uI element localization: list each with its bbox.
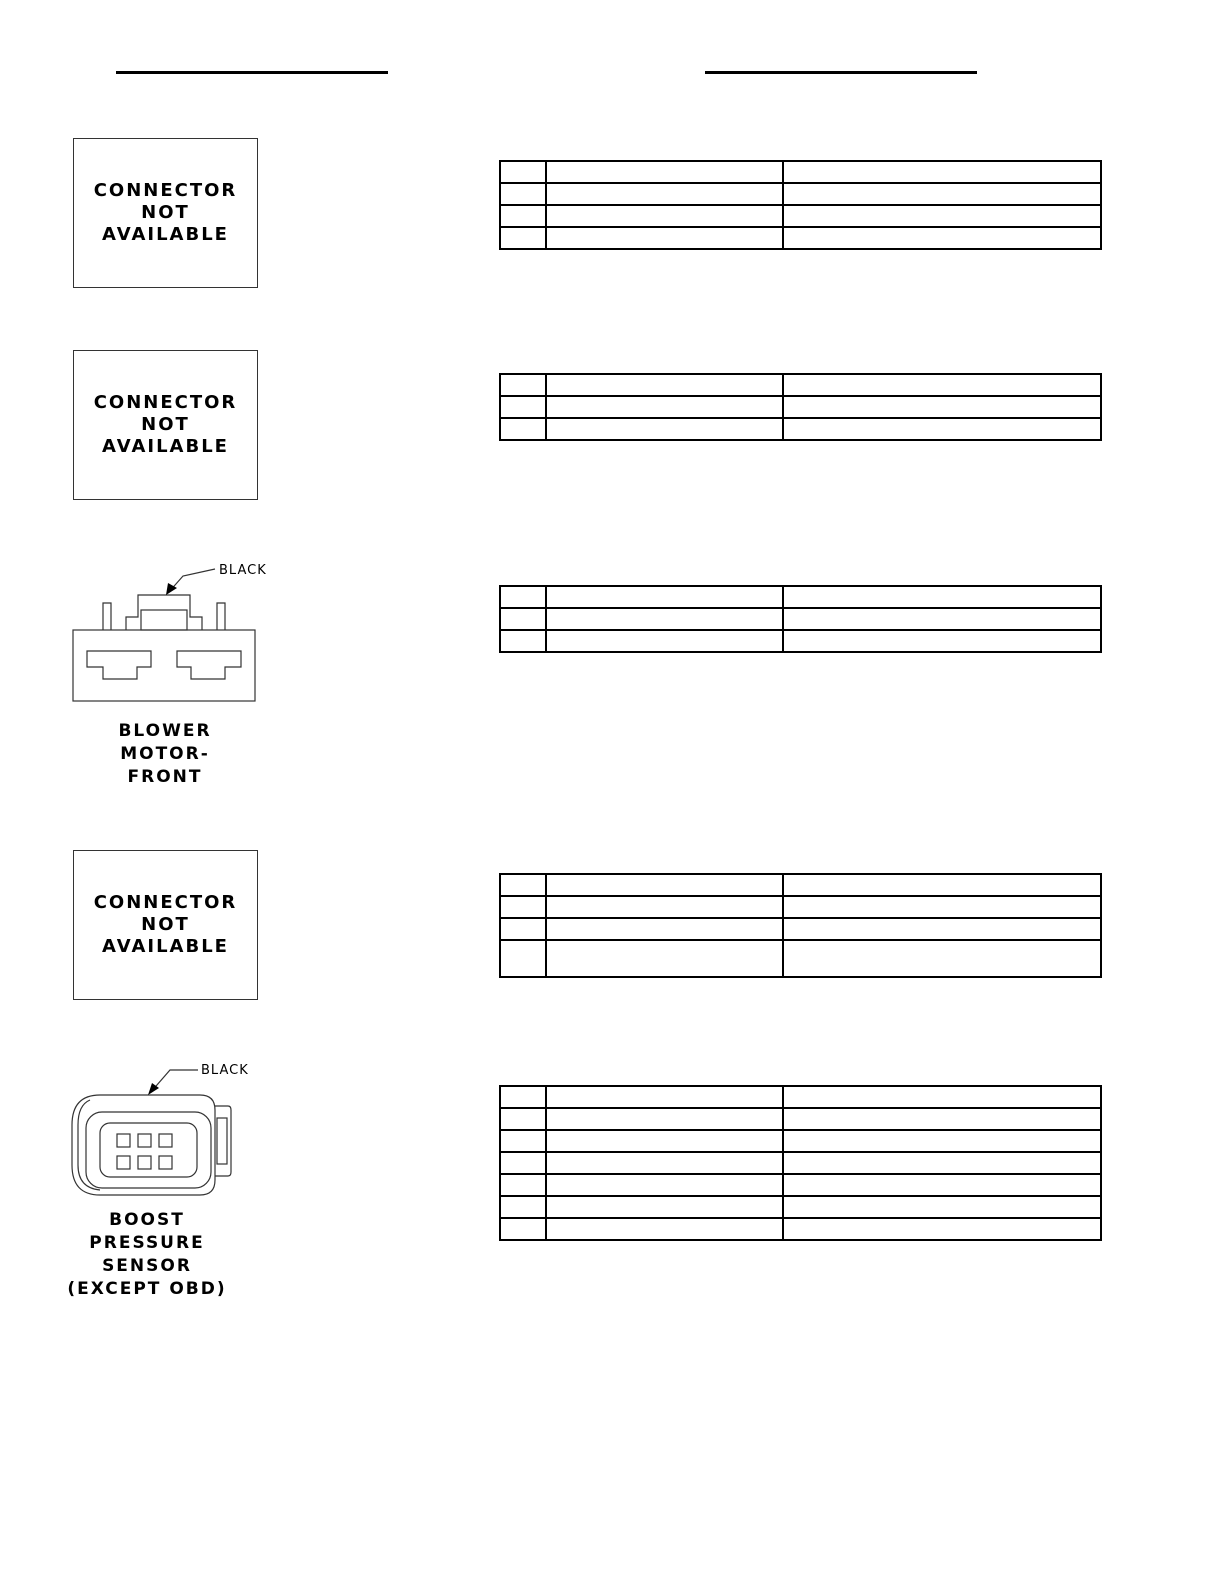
caption-line: BLOWER xyxy=(118,721,212,741)
na-line-1: CONNECTOR xyxy=(93,180,238,201)
pinout-table xyxy=(499,585,1102,653)
connector-not-available-box xyxy=(73,350,258,500)
table-row xyxy=(500,205,1101,227)
connector-not-available-box xyxy=(73,850,258,1000)
caption-line: (EXCEPT OBD) xyxy=(67,1279,227,1299)
caption-line: FRONT xyxy=(127,767,203,787)
table-row xyxy=(500,396,1101,418)
na-line-1: CONNECTOR xyxy=(93,392,238,413)
na-line-3: AVAILABLE xyxy=(102,436,229,457)
table-row xyxy=(500,586,1101,608)
table-row xyxy=(500,940,1101,977)
na-line-2: NOT xyxy=(141,414,190,435)
caption-line: BOOST xyxy=(109,1210,185,1230)
table-row xyxy=(500,1108,1101,1130)
connector-caption xyxy=(47,1209,247,1301)
header-rule-left xyxy=(116,71,388,74)
table-row xyxy=(500,1218,1101,1240)
table-row xyxy=(500,918,1101,940)
table-row xyxy=(500,1152,1101,1174)
pinout-table xyxy=(499,1085,1102,1241)
caption-line: MOTOR- xyxy=(120,744,210,764)
table-row xyxy=(500,161,1101,183)
header-rule-right xyxy=(705,71,977,74)
connector-caption xyxy=(65,720,265,789)
na-line-2: NOT xyxy=(141,202,190,223)
table-row xyxy=(500,183,1101,205)
na-line-2: NOT xyxy=(141,914,190,935)
table-row xyxy=(500,896,1101,918)
table-row xyxy=(500,630,1101,652)
table-row xyxy=(500,1196,1101,1218)
table-row xyxy=(500,1086,1101,1108)
pinout-table xyxy=(499,873,1102,978)
color-label: BLACK xyxy=(219,563,267,578)
table-row xyxy=(500,227,1101,249)
table-row xyxy=(500,1174,1101,1196)
table-row xyxy=(500,608,1101,630)
na-line-1: CONNECTOR xyxy=(93,892,238,913)
boost-pressure-sensor-connector-drawing xyxy=(60,1060,260,1210)
table-row xyxy=(500,374,1101,396)
color-label: BLACK xyxy=(201,1063,249,1078)
connector-not-available-box xyxy=(73,138,258,288)
na-line-3: AVAILABLE xyxy=(102,224,229,245)
table-row xyxy=(500,874,1101,896)
caption-line: SENSOR xyxy=(102,1256,192,1276)
caption-line: PRESSURE xyxy=(89,1233,205,1253)
na-line-3: AVAILABLE xyxy=(102,936,229,957)
blower-motor-connector-drawing xyxy=(60,555,280,715)
pinout-table xyxy=(499,373,1102,441)
table-row xyxy=(500,1130,1101,1152)
pinout-table xyxy=(499,160,1102,250)
table-row xyxy=(500,418,1101,440)
